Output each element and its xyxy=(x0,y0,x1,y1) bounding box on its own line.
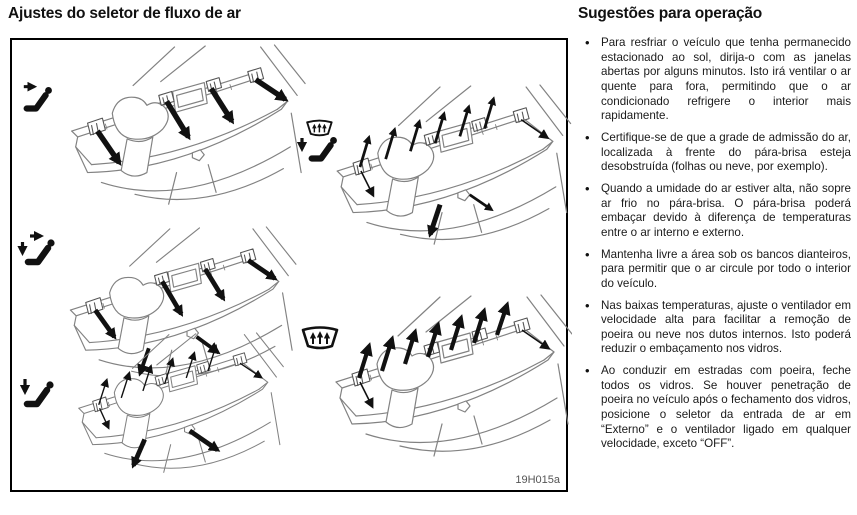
suggestion-item: • Mantenha livre a área sob os bancos dianteiros, para permitir que o ar circule por todo o interior do veículo. xyxy=(578,248,851,292)
suggestions-section-title: Sugestões para operação xyxy=(578,5,763,22)
diagram-foot-airflow xyxy=(46,332,304,488)
airflow-figure-box xyxy=(10,38,568,492)
suggestion-item: • Para resfriar o veículo que tenha permanecido estacionado ao sol, dirija-o com as janelas abertas por alguns minutos. Isto irá ventilar o ar quente para fora, permitindo que o ar condicionado refrigere o interior mais rapidamente. xyxy=(578,36,851,124)
diagram-defrost-foot-airflow xyxy=(322,84,572,262)
diagram-defrost-airflow xyxy=(322,288,572,480)
suggestion-item: • Quando a umidade do ar estiver alta, não sopre ar frio no pára-brisa. O pára-brisa poderá embaçar devido à diferença de temperaturas entre o ar interno e externo. xyxy=(578,182,851,241)
figure-reference-code: 19H015a xyxy=(515,474,560,486)
vent-face-icon xyxy=(20,80,58,118)
suggestions-list xyxy=(578,36,851,452)
diagram-face-airflow xyxy=(54,44,309,222)
airflow-section-title: Ajustes do seletor de fluxo de ar xyxy=(8,5,241,22)
suggestion-item: • Certifique-se de que a grade de admissão do ar, localizada à frente do pára-brisa esteja desobstruída (folhas ou neve, por exemplo). xyxy=(578,131,851,175)
suggestions-panel xyxy=(578,5,851,459)
suggestion-item: • Nas baixas temperaturas, ajuste o ventilador em velocidade alta para facilitar a remoção de poeira ou neve nos dutos internos. Isto poderá reduzir o embaçamento nos vidros. xyxy=(578,299,851,358)
suggestion-item: • Ao conduzir em estradas com poeira, feche todos os vidros. Se houver penetração de poeira no veículo após o fechamento dos vidros, posicione o seletor da entrada de ar em “Externo” e o ventilador ligado em qualquer velocidade, exceto “OFF”. xyxy=(578,364,851,452)
